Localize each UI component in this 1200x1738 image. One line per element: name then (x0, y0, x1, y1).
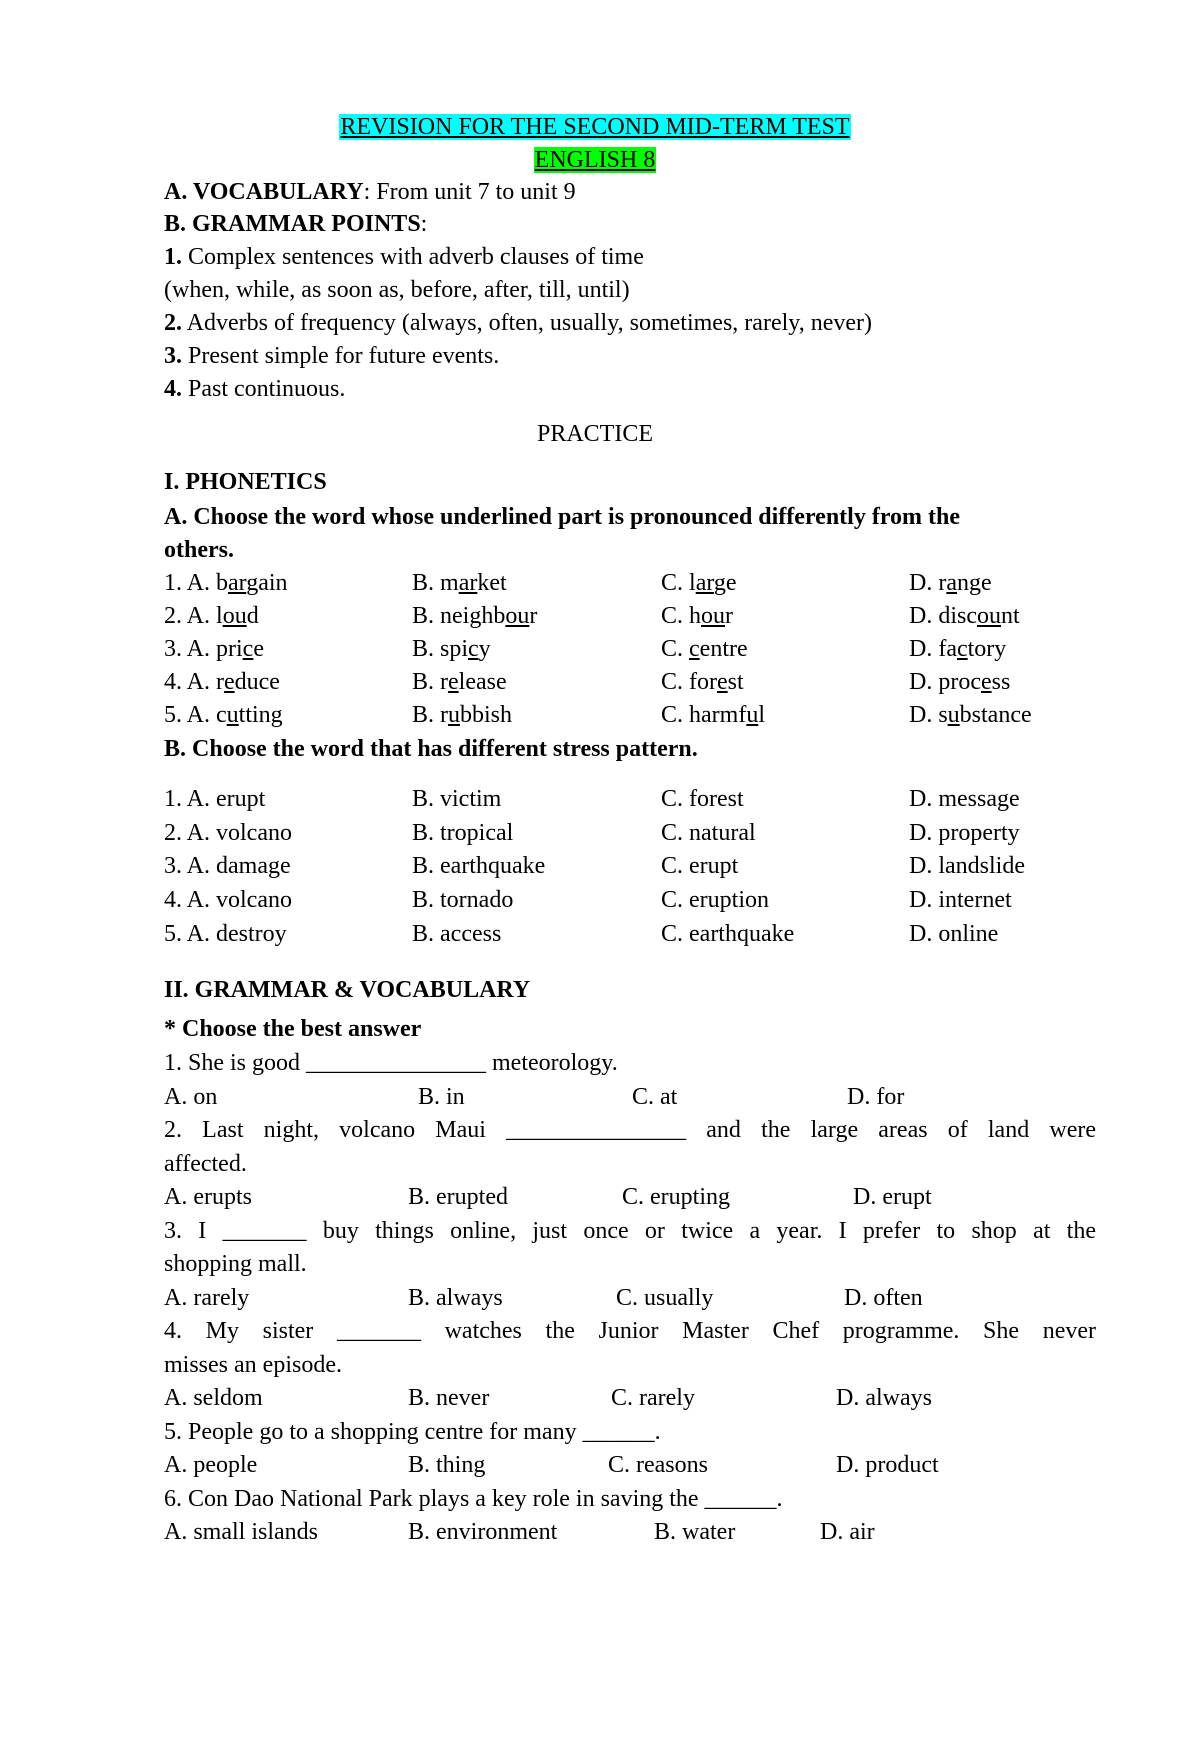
question-text: 5. People go to a shopping centre for many ______. (164, 1419, 661, 1445)
answer-row (164, 1286, 1064, 1316)
part-a-row (164, 703, 1064, 733)
answer-option: D. process (909, 669, 1011, 695)
grammar-heading: II. GRAMMAR & VOCABULARY (164, 977, 531, 1003)
answer-option: D. always (836, 1385, 932, 1411)
point-text: Present simple for future events. (182, 343, 500, 369)
grammar-instruction: * Choose the best answer (164, 1016, 422, 1042)
point-num: 4. (164, 376, 182, 402)
answer-option: C. eruption (661, 887, 769, 913)
answer-option: B. rubbish (412, 702, 513, 728)
point-num: 3. (164, 343, 182, 369)
point-text: Adverbs of frequency (always, often, usually, sometimes, rarely, never) (182, 310, 872, 336)
answer-option: D. message (909, 786, 1020, 812)
answer-option: B. market (412, 570, 507, 596)
answer-option: D. online (909, 921, 999, 947)
answer-option: C. large (661, 570, 737, 596)
answer-option: 1. A. erupt (164, 786, 266, 812)
answer-option: C. earthquake (661, 921, 795, 947)
answer-option: 1. A. bargain (164, 570, 288, 596)
answer-option: B. water (654, 1519, 736, 1545)
part-b-row (164, 787, 1064, 817)
answer-option: 4. A. reduce (164, 669, 280, 695)
answer-row (164, 1185, 1064, 1215)
vocab-text: : From unit 7 to unit 9 (363, 179, 576, 205)
answer-option: 5. A. cutting (164, 702, 283, 728)
answer-option: C. forest (661, 786, 744, 812)
answer-option: C. harmful (661, 702, 765, 728)
part-b-row (164, 821, 1064, 851)
question-text: 1. She is good _______________ meteorology. (164, 1050, 618, 1076)
question-text: shopping mall. (164, 1251, 307, 1277)
answer-option: 3. A. price (164, 636, 264, 662)
answer-option: B. thing (408, 1452, 486, 1478)
answer-option: D. for (847, 1084, 905, 1110)
question-text: 2. Last night, volcano Maui _______________ and the large areas of land were (164, 1117, 1096, 1143)
part-a-instruction: A. Choose the word whose underlined part is pronounced differently from the (164, 504, 961, 530)
answer-option: C. forest (661, 669, 744, 695)
answer-option: B. environment (408, 1519, 558, 1545)
title-text: REVISION FOR THE SECOND MID-TERM TEST (340, 114, 850, 140)
answer-option: B. in (418, 1084, 465, 1110)
part-a-row (164, 637, 1064, 667)
part-a-row (164, 670, 1064, 700)
grammar-label: B. GRAMMAR POINTS (164, 211, 421, 237)
grammar-point-1 (164, 245, 644, 269)
page-title (0, 115, 1190, 139)
answer-option: C. centre (661, 636, 748, 662)
answer-option: A. people (164, 1452, 258, 1478)
answer-option: D. factory (909, 636, 1007, 662)
answer-option: D. property (909, 820, 1020, 846)
grammar-point-1b (164, 278, 630, 302)
part-a-row (164, 604, 1064, 634)
answer-option: D. internet (909, 887, 1012, 913)
answer-option: A. rarely (164, 1285, 250, 1311)
part-a-row (164, 571, 1064, 601)
answer-option: D. substance (909, 702, 1032, 728)
answer-row (164, 1520, 1064, 1550)
answer-option: C. hour (661, 603, 734, 629)
answer-option: 5. A. destroy (164, 921, 287, 947)
grammar-colon: : (420, 211, 428, 237)
answer-option: A. erupts (164, 1184, 252, 1210)
answer-option: A. small islands (164, 1519, 318, 1545)
point-text: Complex sentences with adverb clauses of time (182, 244, 644, 270)
grammar-point-3 (164, 344, 499, 368)
vocabulary-line (164, 180, 576, 204)
answer-option: C. reasons (608, 1452, 708, 1478)
answer-option: 2. A. loud (164, 603, 259, 629)
question-text: 3. I _______ buy things online, just once or twice a year. I prefer to shop at the (164, 1218, 1096, 1244)
answer-option: D. product (836, 1452, 939, 1478)
answer-option: B. spicy (412, 636, 491, 662)
answer-option: C. erupt (661, 853, 739, 879)
grammar-point-2 (164, 311, 872, 335)
answer-option: 2. A. volcano (164, 820, 292, 846)
question-text: affected. (164, 1151, 247, 1177)
answer-option: B. always (408, 1285, 503, 1311)
answer-option: C. rarely (611, 1385, 695, 1411)
point-text: (when, while, as soon as, before, after, till, until) (164, 277, 630, 303)
answer-option: B. release (412, 669, 507, 695)
answer-option: 4. A. volcano (164, 887, 292, 913)
vocab-label: A. VOCABULARY (164, 179, 364, 205)
point-num: 1. (164, 244, 182, 270)
answer-option: B. erupted (408, 1184, 508, 1210)
question-text: misses an episode. (164, 1352, 342, 1378)
grammar-point-4 (164, 377, 345, 401)
answer-option: C. erupting (622, 1184, 730, 1210)
subtitle-text: ENGLISH 8 (534, 147, 656, 173)
grammar-points-line (164, 212, 427, 236)
answer-option: B. tropical (412, 820, 514, 846)
answer-row (164, 1085, 1064, 1115)
answer-option: B. earthquake (412, 853, 546, 879)
part-b-row (164, 854, 1064, 884)
page-subtitle (0, 148, 1190, 172)
question-text: 6. Con Dao National Park plays a key role in saving the ______. (164, 1486, 783, 1512)
answer-row (164, 1386, 1064, 1416)
point-text: Past continuous. (182, 376, 346, 402)
answer-option: B. victim (412, 786, 502, 812)
phonetics-heading: I. PHONETICS (164, 469, 327, 495)
answer-option: 3. A. damage (164, 853, 291, 879)
answer-option: B. neighbour (412, 603, 538, 629)
answer-option: B. tornado (412, 887, 514, 913)
answer-option: D. range (909, 570, 992, 596)
part-b-heading: B. Choose the word that has different stress pattern. (164, 736, 698, 762)
part-b-row (164, 888, 1064, 918)
answer-option: B. access (412, 921, 502, 947)
answer-option: B. never (408, 1385, 490, 1411)
answer-option: D. air (820, 1519, 875, 1545)
question-text: 4. My sister _______ watches the Junior Master Chef programme. She never (164, 1318, 1096, 1344)
answer-option: C. natural (661, 820, 756, 846)
answer-option: D. often (844, 1285, 923, 1311)
part-b-row (164, 922, 1064, 952)
answer-option: A. on (164, 1084, 218, 1110)
answer-option: A. seldom (164, 1385, 263, 1411)
answer-option: D. discount (909, 603, 1020, 629)
answer-option: C. at (632, 1084, 678, 1110)
practice-title: PRACTICE (536, 421, 653, 447)
practice-heading (0, 422, 1190, 446)
answer-option: D. landslide (909, 853, 1025, 879)
answer-option: C. usually (616, 1285, 714, 1311)
part-a-instruction-cont: others. (164, 537, 234, 563)
point-num: 2. (164, 310, 182, 336)
answer-option: D. erupt (853, 1184, 932, 1210)
answer-row (164, 1453, 1064, 1483)
